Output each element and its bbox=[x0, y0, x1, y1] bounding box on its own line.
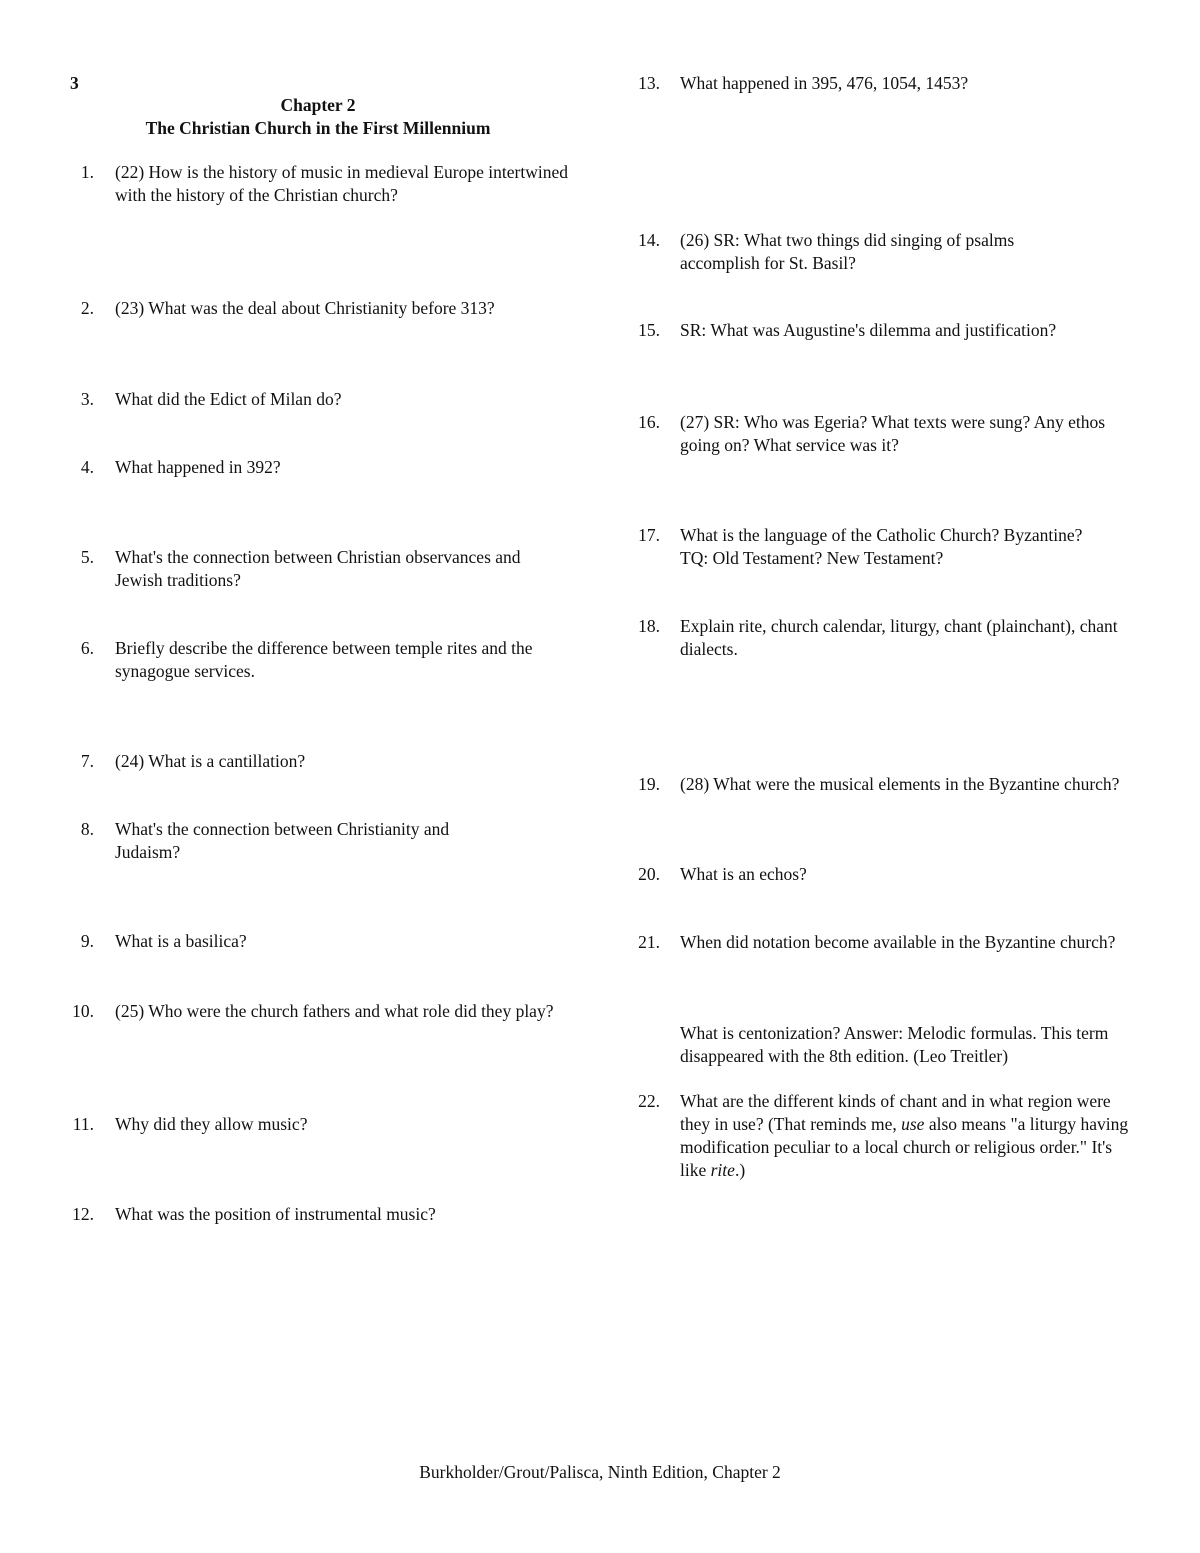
question-number: 10. bbox=[72, 1001, 94, 1021]
question-text bbox=[680, 1090, 1130, 1182]
question-number: 8. bbox=[80, 819, 94, 839]
question-number: 1. bbox=[80, 162, 94, 182]
question-number: 9. bbox=[80, 931, 94, 951]
question-number: 20. bbox=[638, 864, 660, 884]
question-number: 18. bbox=[638, 616, 660, 636]
question-text: What happened in 392? bbox=[115, 457, 281, 477]
question-number: 6. bbox=[80, 638, 94, 658]
question-text: (23) What was the deal about Christianity before 313? bbox=[115, 298, 495, 318]
question-text: SR: What was Augustine's dilemma and justification? bbox=[680, 320, 1057, 340]
question-text: When did notation become available in the Byzantine church? bbox=[680, 932, 1116, 952]
page-number: 3 bbox=[70, 73, 79, 93]
emphasis-use: use bbox=[901, 1114, 925, 1134]
chapter-title: The Christian Church in the First Millennium bbox=[145, 118, 491, 138]
question-number: 17. bbox=[638, 525, 660, 545]
question-number: 5. bbox=[80, 547, 94, 567]
question-text-part: also means "a liturgy having modification peculiar to a local church or religious order." It's like bbox=[680, 1114, 1129, 1180]
question-text-part: .) bbox=[734, 1160, 746, 1180]
question-number: 13. bbox=[638, 73, 660, 93]
question-text: Why did they allow music? bbox=[115, 1114, 308, 1134]
question-number: 22. bbox=[638, 1091, 660, 1111]
question-number: 16. bbox=[638, 412, 660, 432]
question-text: What's the connection between Christianity and Judaism? bbox=[115, 819, 450, 862]
question-text: What is an echos? bbox=[680, 864, 807, 884]
question-number: 15. bbox=[638, 320, 660, 340]
question-number: 2. bbox=[80, 298, 94, 318]
question-text: (24) What is a cantillation? bbox=[115, 751, 306, 771]
question-text: (28) What were the musical elements in the Byzantine church? bbox=[680, 774, 1120, 794]
question-text: (26) SR: What two things did singing of psalms accomplish for St. Basil? bbox=[680, 230, 1015, 273]
question-text-part: What are the different kinds of chant and in what region were they in use? (That reminds me, bbox=[680, 1091, 1111, 1134]
question-text: (27) SR: Who was Egeria? What texts were sung? Any ethos going on? What service was it? bbox=[680, 412, 1106, 455]
question-number: 7. bbox=[80, 751, 94, 771]
question-text: What happened in 395, 476, 1054, 1453? bbox=[680, 73, 969, 93]
question-number: 12. bbox=[72, 1204, 94, 1224]
question-number: 21. bbox=[638, 932, 660, 952]
question-number: 4. bbox=[80, 457, 94, 477]
chapter-header bbox=[70, 94, 566, 140]
question-text: (22) How is the history of music in medieval Europe intertwined with the history of the Christian church? bbox=[115, 162, 568, 205]
question-text: What's the connection between Christian observances and Jewish traditions? bbox=[115, 547, 521, 590]
question-number: 14. bbox=[638, 230, 660, 250]
emphasis-rite: rite bbox=[710, 1160, 735, 1180]
question-number: 11. bbox=[72, 1114, 94, 1134]
centonization-note: What is centonization? Answer: Melodic formulas. This term disappeared with the 8th edition. (Leo Treitler) bbox=[680, 1023, 1109, 1066]
question-text: What is a basilica? bbox=[115, 931, 247, 951]
chapter-label: Chapter 2 bbox=[280, 95, 356, 115]
question-number: 19. bbox=[638, 774, 660, 794]
question-number: 3. bbox=[80, 389, 94, 409]
question-text: What is the language of the Catholic Church? Byzantine? TQ: Old Testament? New Testament? bbox=[680, 525, 1083, 568]
page-footer: Burkholder/Grout/Palisca, Ninth Edition, Chapter 2 bbox=[419, 1462, 781, 1482]
question-text: (25) Who were the church fathers and what role did they play? bbox=[115, 1001, 554, 1021]
question-text: Explain rite, church calendar, liturgy, chant (plainchant), chant dialects. bbox=[680, 616, 1118, 659]
question-text: Briefly describe the difference between temple rites and the synagogue services. bbox=[115, 638, 533, 681]
question-text: What was the position of instrumental music? bbox=[115, 1204, 436, 1224]
question-text: What did the Edict of Milan do? bbox=[115, 389, 342, 409]
